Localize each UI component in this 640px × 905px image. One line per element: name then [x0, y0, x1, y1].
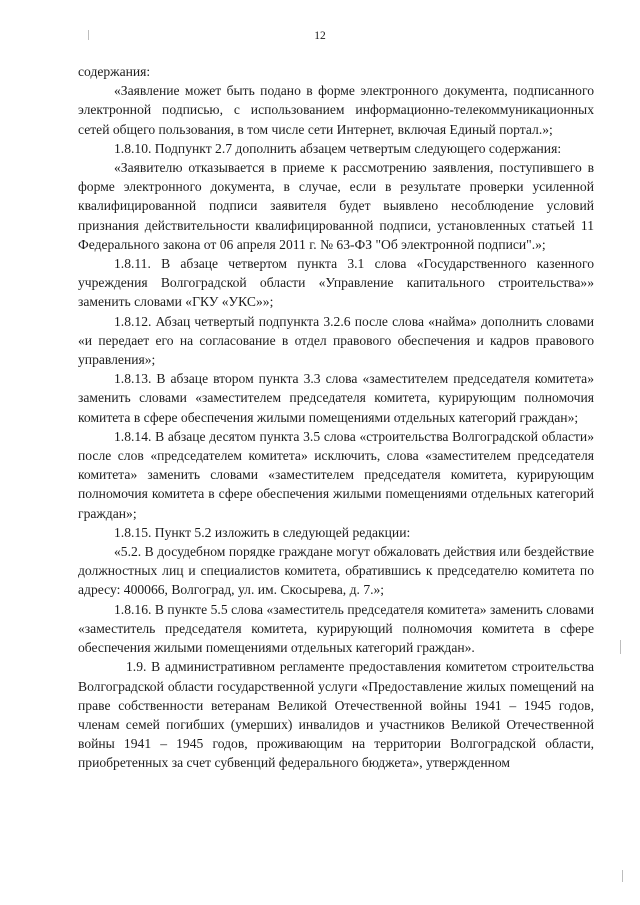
- paragraph: 1.8.12. Абзац четвертый подпункта 3.2.6 после слова «найма» дополнить словами «и передает его на согласование в отдел правового обеспечения и кадров правового управления»;: [78, 313, 594, 368]
- scan-mark: [88, 30, 89, 40]
- paragraph: 1.8.10. Подпункт 2.7 дополнить абзацем четвертым следующего содержания:: [114, 140, 562, 156]
- paragraph: «Заявителю отказывается в приеме к рассмотрению заявления, поступившего в форме электронного документа, в случае, если в результате проверки усиленной квалифицированной подписи заявителя будет выявлено несоблюдение условий признания действительности квалифицированной подписи, установленных статьей 11 Федерального закона от 06 апреля 2011 г. № 63-ФЗ "Об электронной подписи".»;: [78, 160, 594, 252]
- scan-mark: [620, 640, 621, 654]
- paragraph: 1.8.16. В пункте 5.5 слова «заместитель председателя комитета» заменить словами «заместитель председателя комитета, курирующий полномочия комитета в сфере обеспечения жилыми помещениями отдельных категорий граждан».: [78, 601, 594, 656]
- paragraph: 1.9. В административном регламенте предоставления комитетом строительства Волгоградской области государственной услуги «Предоставление жилых помещений на праве собственности ветеранам Великой Отечественной войны 1941 – 1945 годов, членам семей погибших (умерших) инвалидов и участников Великой Отечественной войны 1941 – 1945 годов, проживающим на территории Волгоградской области, приобретенных за счет субвенций федерального бюджета», утвержденном: [78, 659, 594, 771]
- paragraph: 1.8.15. Пункт 5.2 изложить в следующей редакции:: [114, 524, 411, 540]
- paragraph: 1.8.14. В абзаце десятом пункта 3.5 слова «строительства Волгоградской области» после слов «председателем комитета» исключить, слова «заместителем председателя комитета» заменить словами «заместителем председателя комитета, курирующим полномочия комитета в сфере обеспечения жилыми помещениями отдельных категорий граждан»;: [78, 428, 594, 521]
- paragraph: 1.8.11. В абзаце четвертом пункта 3.1 слова «Государственного казенного учреждения Волгоградской области «Управление капитального строительства»» заменить словами «ГКУ «УКС»»;: [78, 256, 594, 310]
- paragraph: 1.8.13. В абзаце втором пункта 3.3 слова «заместителем председателя комитета» заменить словами «заместителем председателя комитета, курирующим полномочия комитета в сфере обеспечения жилыми помещениями отдельных категорий граждан»;: [78, 371, 594, 425]
- paragraph: «Заявление может быть подано в форме электронного документа, подписанного электронной подписью, с использованием информационно-телекоммуникационных сетей общего пользования, в том числе сети Интернет, включая Единый портал.»;: [78, 83, 594, 137]
- paragraph: «5.2. В досудебном порядке граждане могут обжаловать действия или бездействие должностных лиц и специалистов комитета, обратившись к председателю комитета по адресу: 400066, Волгоград, ул. им. Скосырева, д. 7.»;: [78, 544, 594, 598]
- scan-mark: [622, 870, 623, 882]
- paragraph: содержания:: [78, 64, 151, 79]
- document-body: [78, 62, 594, 773]
- page-number: 12: [314, 30, 326, 42]
